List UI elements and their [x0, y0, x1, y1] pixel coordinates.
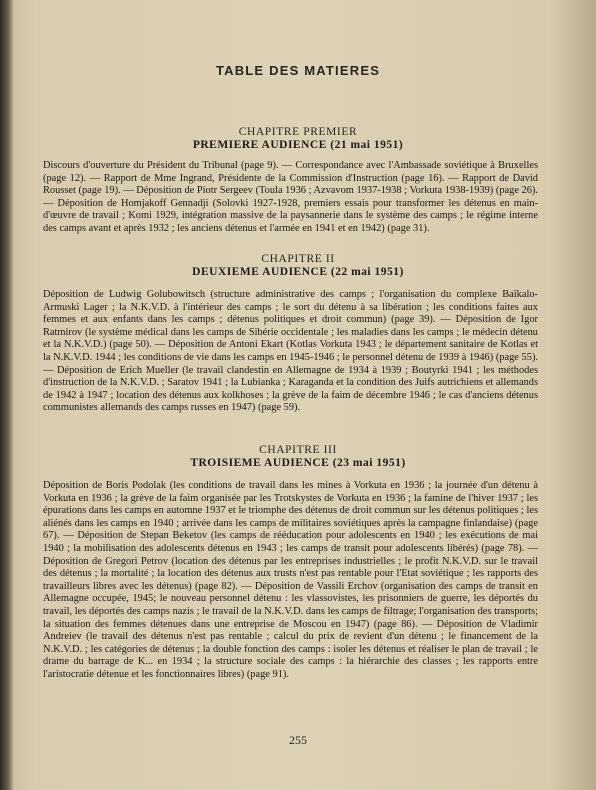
chapter-1-summary: Discours d'ouverture du Président du Tribunal (page 9). — Correspondance avec l'Ambassade soviétique à Bruxelles (page 12). — Rapport de Mme Ingrand, Présidente de la Commission d'Instruction (page 16). — Rapport de David Rousset (page 19). — Déposition de Piotr Sergeev (Toula 1936 ; Azvavom 1937-1938 ; Vorkuta 1938-1939) (page 26). — Déposition de Homjakoff Gennadji (Solovki 1927-1928, premiers essais pour transformer les détenus en main-d'œuvre de travail ; Komi 1929, intégration massive de la paysannerie dans le système des camps ; le régime interne des camps avant et après 1932 ; les anciens détenus et l'armée en 1941 et en 1942) (page 31). — [43, 160, 538, 234]
toc-title: TABLE DES MATIERES — [215, 63, 381, 78]
page-binding-shadow — [0, 0, 14, 790]
chapter-3-summary: Déposition de Boris Podolak (les conditions de travail dans les mines à Vorkuta en 1936 ; la journée d'un détenu à Vorkuta en 1936 ; la grève de la faim organisée par les Trotskystes de Vorkuta en 1936 ; la famine de l'hiver 1937 ; les épurations dans les camps en automne 1937 et le triomphe des détenus de droit commun sur les détenus politiques ; les aliénés dans les camps en 1940 ; arrivée dans les camps de militaires soviétiques après la campagne finlandaise) (page 67). — Déposition de Stepan Beketov (les camps de rééducation pour adolescents en 1940 ; les exécutions de mai 1940 ; la mobilisation des adolescents détenus en 1943 ; les camps de transit pour adolescents libérés) (page 78). — Déposition de Gregori Petrov (location des détenus par les entreprises industrielles ; le profit N.K.V.D. sur le travail des détenus ; la mortalité ; la location des détenus aux trusts n'est pas rentable pour l'Etat soviétique ; les rapports des travailleurs libres avec les détenus) (page 82). — Déposition de Vassili Erchov (organisation des camps de transit en Allemagne occupée, 1945; le nouveau personnel détenu : les vlassovistes, les prisonniers de guerre, les déportés du travail, les déportés des camps nazis ; le travail de la N.K.V.D. dans les camps de filtrage; l'organisation des transports; la situation des femmes détenues dans une entreprise de Moscou en 1947) (page 86). — Déposition de Vladimir Andreiev (le travail des détenus n'est pas rentable ; calcul du prix de revient d'un détenu ; le financement de la N.K.V.D. ; les catégories de détenus ; la double fonction des camps : isoler les détenus et réaliser le plan de travail ; le drame du barrage de K... en 1934 ; la structure sociale des camps : la hiérarchie des classes ; les rapports entre l'aristocratie détenue et les fonctionnaires libres) (page 91). — [43, 480, 538, 680]
chapter-2-summary: Déposition de Ludwig Golubowitsch (structure administrative des camps ; l'organisation du complexe Baïkalo-Armuski Lager ; la N.K.V.D. à l'intérieur des camps ; le sort du détenu à sa libération ; les conditions faites aux femmes et aux enfants dans les camps ; détenus politiques et droit commun) (page 39). — Déposition de Igor Ratmirov (le système médical dans les camps de Sibérie occidentale ; les maladies dans les camps ; le médecin détenu et la N.K.V.D.) (page 50). — Déposition de Antoni Ekart (Kotlas Vorkuta 1943 ; le département sanitaire de Kotlas et la N.K.V.D. 1944 ; les conditions de vie dans les camps en 1945-1946 ; le personnel détenu de 1939 à 1946) (page 55). — Déposition de Erich Mueller (le travail clandestin en Allemagne de 1934 à 1939 ; Boutyrki 1941 ; les méthodes d'instruction de la N.K.V.D. ; Saratov 1941 ; la Lubianka ; Karaganda et la condition des Juifs autrichiens et allemands de 1942 à 1947 ; location des détenus aux kolkhoses ; la grève de la faim de décembre 1946 ; le cas d'anciens détenus communistes allemands des camps russes en 1947) (page 59). — [43, 289, 538, 414]
chapter-1-heading — [0, 126, 596, 151]
page-number: 255 — [289, 733, 307, 747]
chapter-3-heading — [0, 444, 596, 469]
chapter-1-label: CHAPITRE PREMIER — [238, 126, 358, 138]
chapter-3-audience: TROISIEME AUDIENCE (23 mai 1951) — [190, 457, 406, 469]
chapter-3-label: CHAPITRE III — [259, 444, 337, 456]
chapter-2-audience: DEUXIEME AUDIENCE (22 mai 1951) — [192, 266, 404, 278]
chapter-2-label: CHAPITRE II — [261, 253, 335, 265]
chapter-1-audience: PREMIERE AUDIENCE (21 mai 1951) — [192, 139, 404, 151]
chapter-2-heading — [0, 253, 596, 278]
